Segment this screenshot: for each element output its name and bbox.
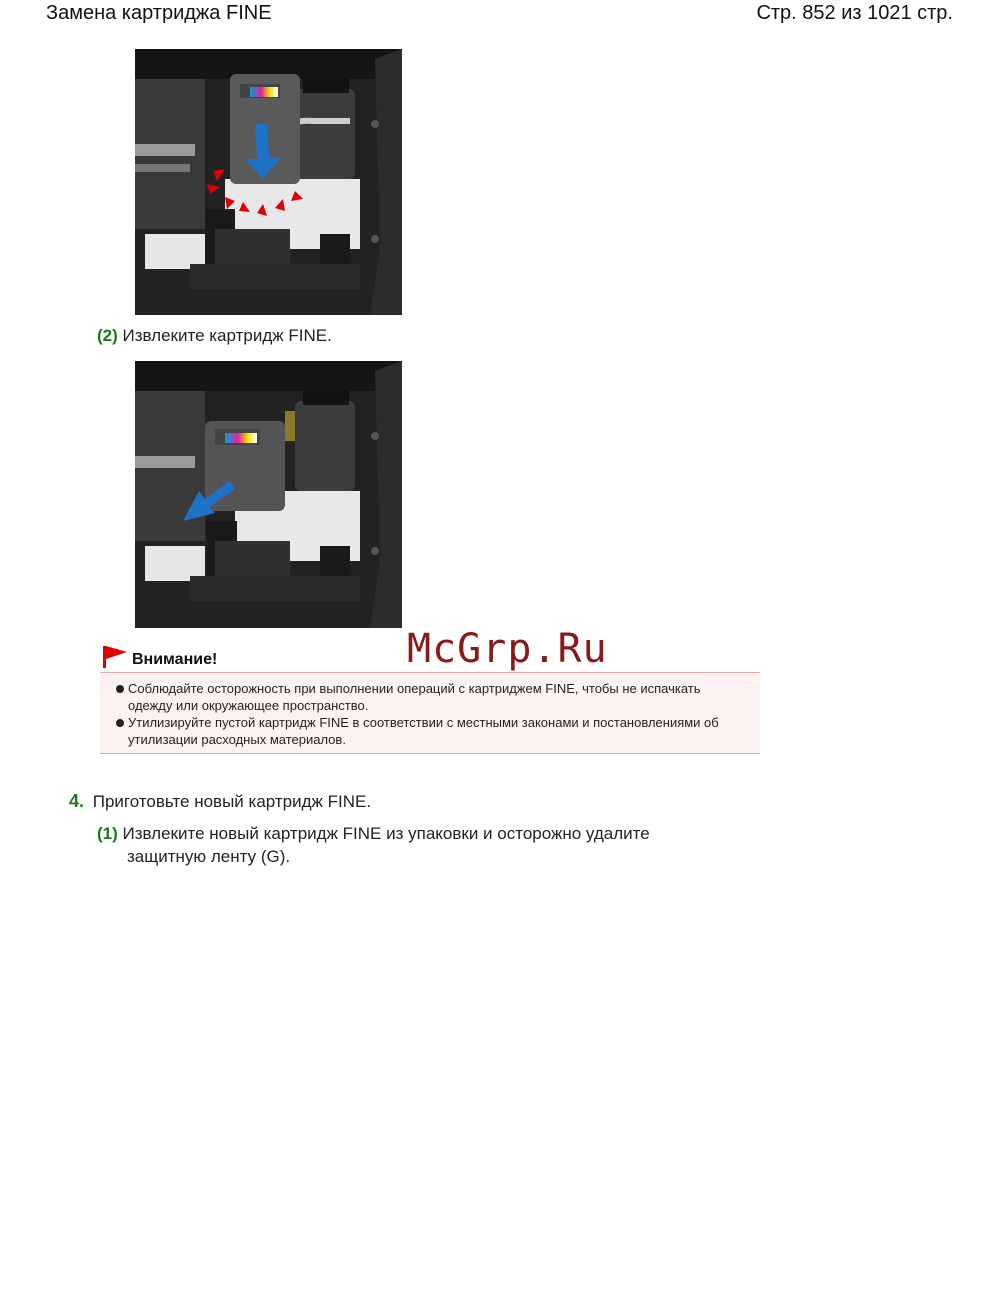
caution-item-line: одежду или окружающее пространство. bbox=[128, 698, 369, 713]
caution-item-line: Соблюдайте осторожность при выполнении операций с картриджем FINE, чтобы не испачкать bbox=[128, 681, 701, 696]
bullet-icon bbox=[116, 685, 124, 693]
caution-item-line: утилизации расходных материалов. bbox=[128, 732, 346, 747]
page-counter: Стр. 852 из 1021 стр. bbox=[756, 2, 953, 24]
caution-item bbox=[116, 680, 746, 714]
caution-box bbox=[100, 672, 760, 754]
step-2-row bbox=[97, 326, 332, 346]
caution-item bbox=[116, 714, 746, 748]
printer-illustration-push-down bbox=[135, 49, 402, 315]
caution-item-line: Утилизируйте пустой картридж FINE в соответствии с местными законами и постановлениями об bbox=[128, 715, 719, 730]
step-4-1-line2: защитную ленту (G). bbox=[127, 847, 291, 866]
step-4-1-line1: Извлеките новый картридж FINE из упаковки и осторожно удалите bbox=[122, 824, 650, 843]
printer-illustration-remove bbox=[135, 361, 402, 628]
caution-header bbox=[102, 645, 217, 669]
step-4-1-number: (1) bbox=[97, 824, 118, 843]
step-2-text: Извлеките картридж FINE. bbox=[122, 326, 332, 345]
watermark: McGrp.Ru bbox=[407, 626, 608, 672]
step-4-1-row bbox=[97, 822, 650, 868]
step-2-number: (2) bbox=[97, 326, 118, 345]
step-4-row bbox=[69, 791, 371, 812]
step-4-number: 4. bbox=[69, 791, 85, 811]
step-4-text: Приготовьте новый картридж FINE. bbox=[92, 792, 372, 811]
warning-flag-icon bbox=[102, 645, 128, 669]
caution-title: Внимание! bbox=[132, 651, 218, 668]
bullet-icon bbox=[116, 719, 124, 727]
document-title: Замена картриджа FINE bbox=[46, 2, 272, 24]
